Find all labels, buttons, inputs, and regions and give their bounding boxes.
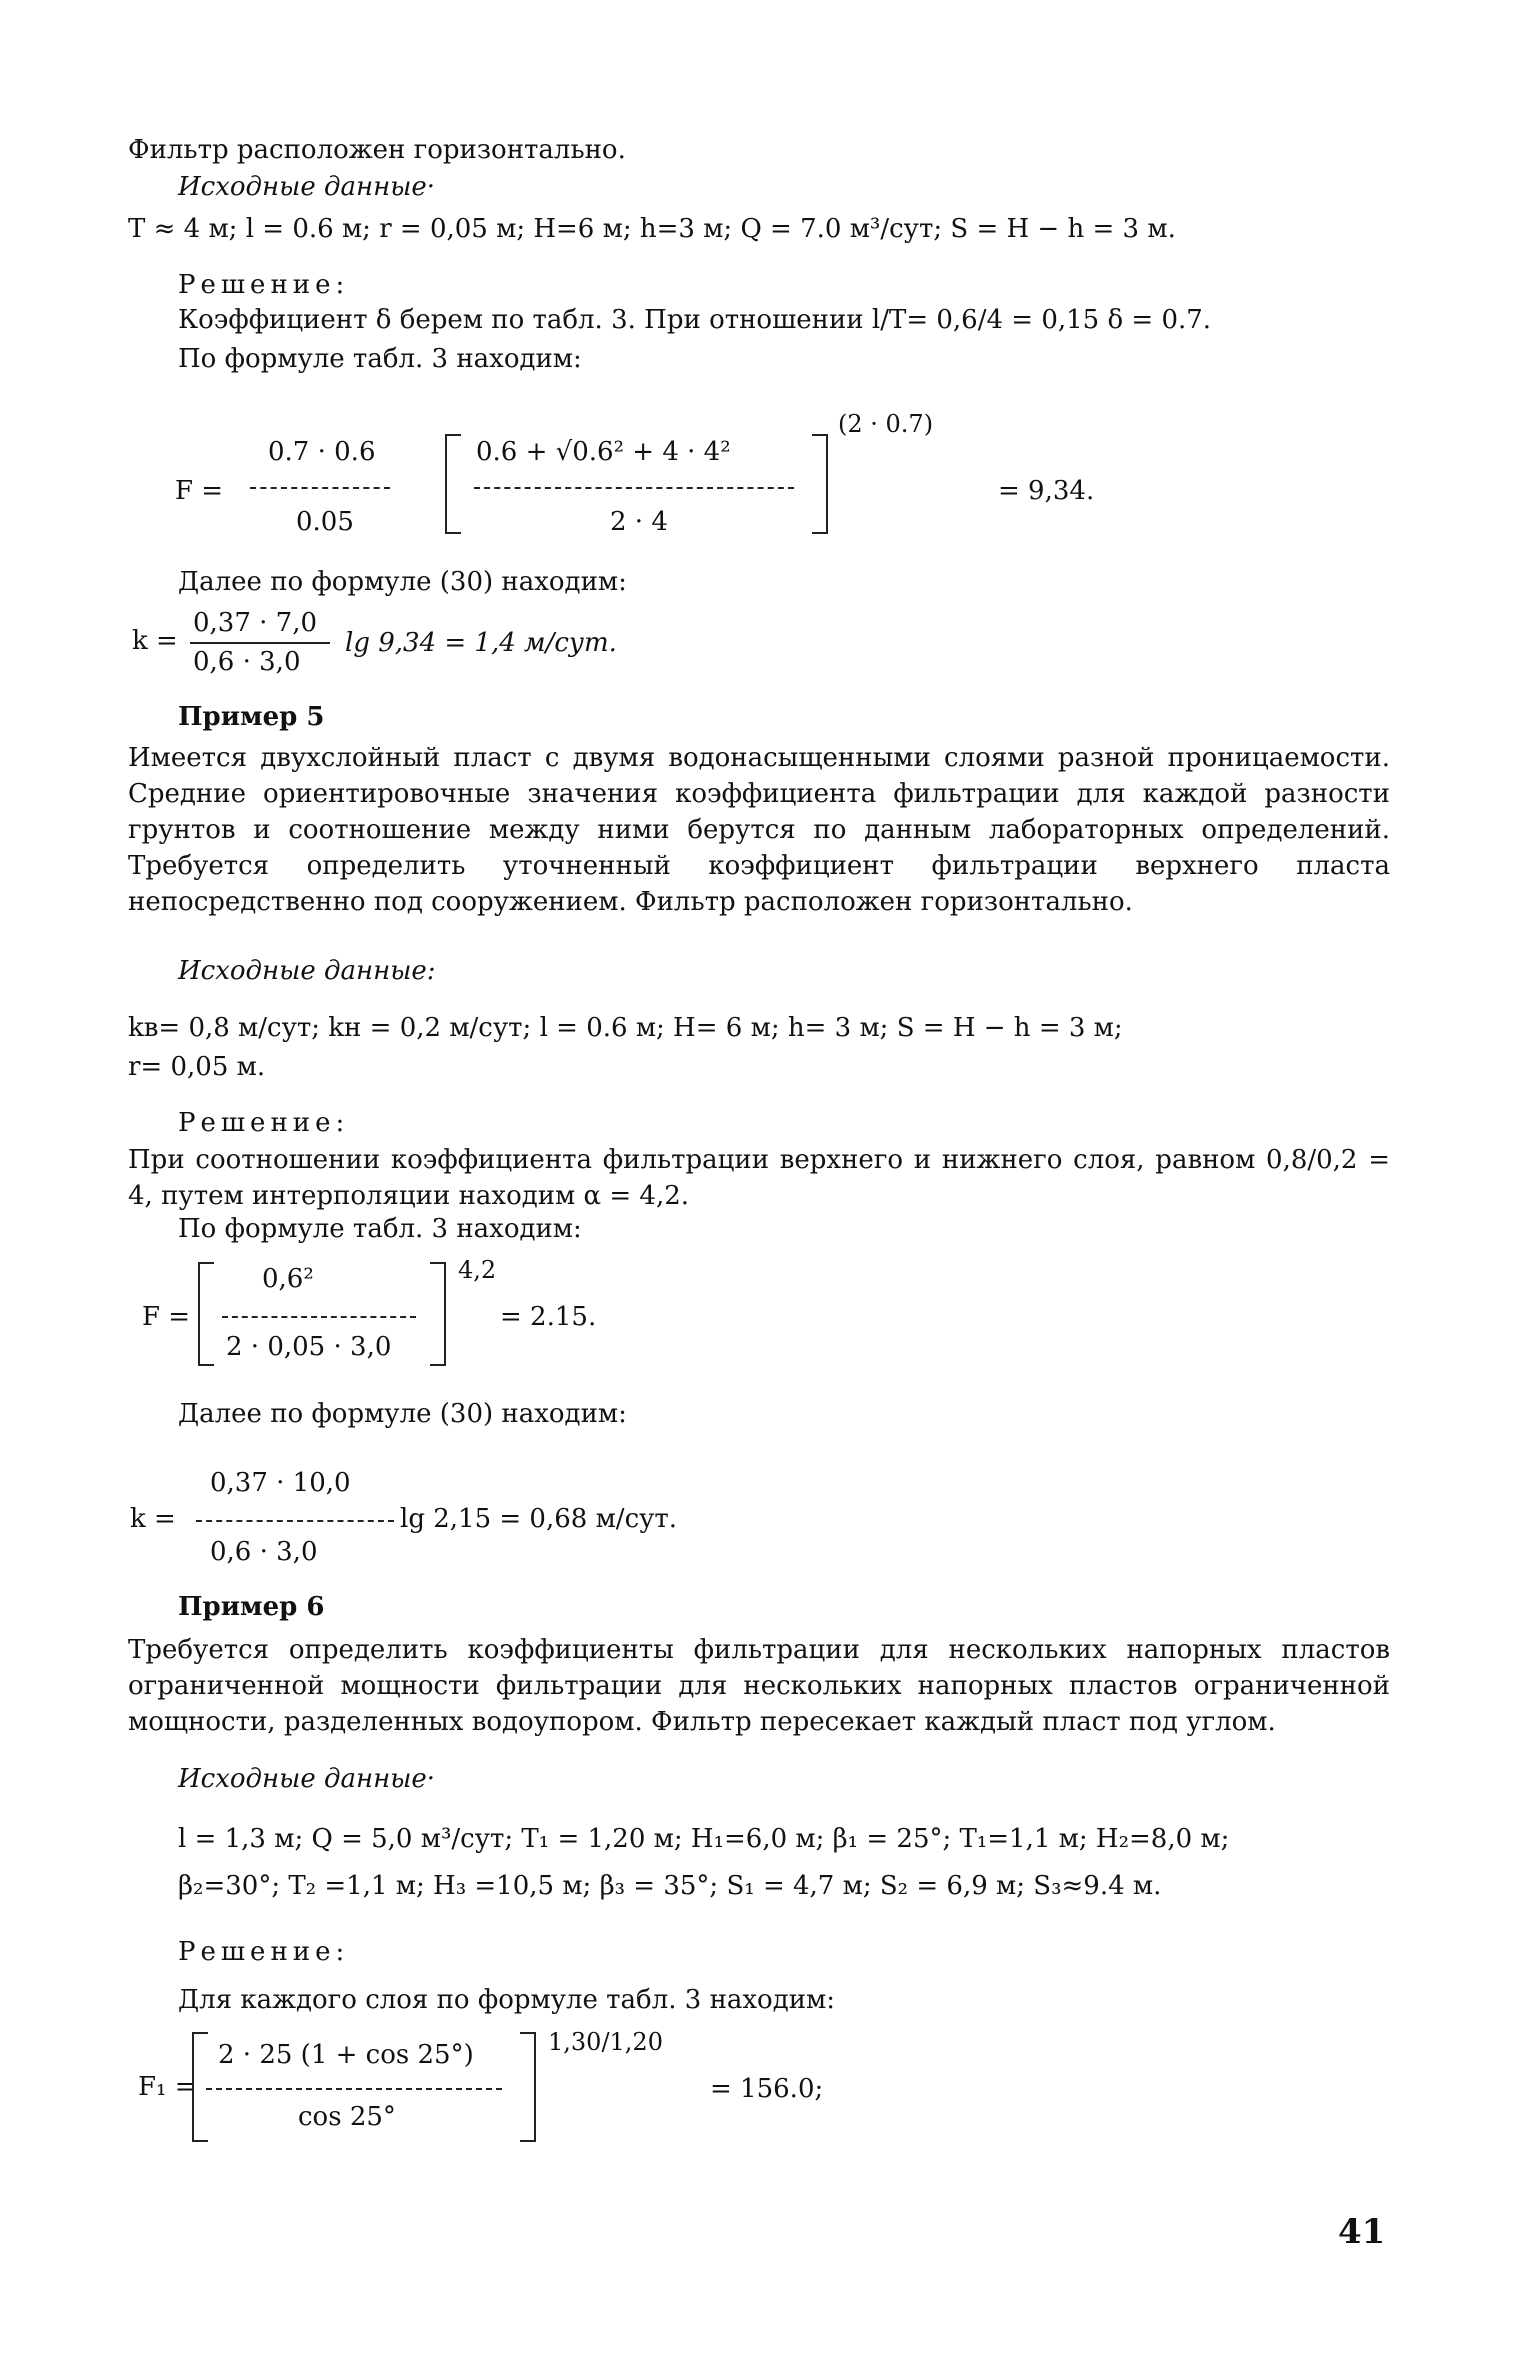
- fraction-denominator: 0.05: [296, 507, 354, 537]
- example-heading: Пример 6: [178, 1592, 325, 1622]
- text-line: Далее по формуле (30) находим:: [178, 1399, 627, 1429]
- fraction-bar: [196, 1520, 394, 1522]
- given-values: r= 0,05 м.: [128, 1052, 266, 1082]
- exponent: 4,2: [458, 1256, 497, 1284]
- left-bracket: [192, 2032, 208, 2142]
- fraction-denominator: cos 25°: [298, 2102, 396, 2132]
- formula-tail: lg 9,34 = 1,4 м/сут.: [345, 628, 617, 658]
- fraction-denominator: 2 · 4: [610, 507, 668, 537]
- given-values: l = 1,3 м; Q = 5,0 м³/сут; T₁ = 1,20 м; H₁=6,0 м; β₁ = 25°; T₁=1,1 м; H₂=8,0 м;: [178, 1824, 1230, 1854]
- formula-result: = 9,34.: [998, 476, 1095, 506]
- fraction-denominator: 0,6 · 3,0: [210, 1537, 318, 1567]
- fraction-bar: [474, 487, 794, 489]
- formula-lhs: F =: [142, 1302, 191, 1332]
- solution-paragraph: При соотношении коэффициента фильтрации верхнего и нижнего слоя, равном 0,8/0,2 = 4, путем интерполяции находим α = 4,2.: [128, 1145, 1390, 1211]
- solution-heading: Решение:: [178, 1937, 350, 1967]
- fraction-numerator: 0,37 · 7,0: [193, 608, 318, 638]
- left-bracket: [445, 434, 461, 534]
- formula-lhs: k =: [132, 626, 178, 656]
- given-heading: Исходные данные·: [178, 172, 436, 202]
- fraction-bar: [250, 487, 390, 489]
- page-number: 41: [1338, 2212, 1386, 2252]
- fraction-denominator: 2 · 0,05 · 3,0: [226, 1332, 392, 1362]
- fraction-numerator: 0.7 · 0.6: [268, 437, 376, 467]
- solution-line: По формуле табл. 3 находим:: [178, 1214, 582, 1244]
- example-paragraph: Имеется двухслойный пласт с двумя водонасыщенными слоями разной проницаемости. Средние ориентировочные значения коэффициента фильтрации для каждой разности грунтов и соотношение между ними берутся по данным лабораторных определений. Требуется определить уточненный коэффициент фильтрации верхнего пласта непосредственно под сооружением. Фильтр расположен горизонтально.: [128, 743, 1390, 917]
- fraction-bar: [190, 642, 330, 644]
- solution-line: Для каждого слоя по формуле табл. 3 находим:: [178, 1985, 836, 2015]
- given-values: kв= 0,8 м/сут; kн = 0,2 м/сут; l = 0.6 м; H= 6 м; h= 3 м; S = H − h = 3 м;: [128, 1013, 1123, 1043]
- formula-lhs: F₁ =: [138, 2072, 197, 2102]
- formula-lhs: k =: [130, 1504, 176, 1534]
- fraction-numerator: 0,6²: [262, 1264, 314, 1294]
- given-heading: Исходные данные:: [178, 956, 436, 986]
- fraction-numerator: 0.6 + √0.6² + 4 · 4²: [476, 437, 731, 467]
- example-heading: Пример 5: [178, 702, 325, 732]
- exponent: 1,30/1,20: [548, 2028, 663, 2056]
- formula-result: = 156.0;: [710, 2074, 824, 2104]
- text-line: Далее по формуле (30) находим:: [178, 567, 627, 597]
- fraction-denominator: 0,6 · 3,0: [193, 647, 301, 677]
- right-bracket: [812, 434, 828, 534]
- formula-lhs: F =: [175, 476, 224, 506]
- example-paragraph: Требуется определить коэффициенты фильтрации для нескольких напорных пластов ограниченной мощности фильтрации для нескольких напорных пластов ограниченной мощности, разделенных водоупором. Фильтр пересекает каждый пласт под углом.: [128, 1635, 1390, 1737]
- solution-line: Коэффициент δ берем по табл. 3. При отношении l/T= 0,6/4 = 0,15 δ = 0.7.: [178, 305, 1212, 335]
- fraction-numerator: 2 · 25 (1 + cos 25°): [218, 2040, 474, 2070]
- intro-line: Фильтр расположен горизонтально.: [128, 135, 626, 165]
- fraction-bar: [206, 2088, 502, 2090]
- fraction-numerator: 0,37 · 10,0: [210, 1468, 351, 1498]
- exponent: (2 · 0.7): [838, 410, 934, 438]
- right-bracket: [520, 2032, 536, 2142]
- given-values: β₂=30°; T₂ =1,1 м; H₃ =10,5 м; β₃ = 35°; S₁ = 4,7 м; S₂ = 6,9 м; S₃≈9.4 м.: [178, 1871, 1162, 1901]
- formula-result: = 2.15.: [500, 1302, 597, 1332]
- fraction-bar: [222, 1316, 416, 1318]
- right-bracket: [430, 1262, 446, 1366]
- formula-tail: lg 2,15 = 0,68 м/сут.: [400, 1504, 678, 1534]
- given-heading: Исходные данные·: [178, 1764, 436, 1794]
- left-bracket: [198, 1262, 214, 1366]
- given-values: T ≈ 4 м; l = 0.6 м; r = 0,05 м; H=6 м; h=3 м; Q = 7.0 м³/сут; S = H − h = 3 м.: [128, 214, 1176, 244]
- solution-line: По формуле табл. 3 находим:: [178, 344, 582, 374]
- solution-heading: Решение:: [178, 270, 350, 300]
- solution-heading: Решение:: [178, 1108, 350, 1138]
